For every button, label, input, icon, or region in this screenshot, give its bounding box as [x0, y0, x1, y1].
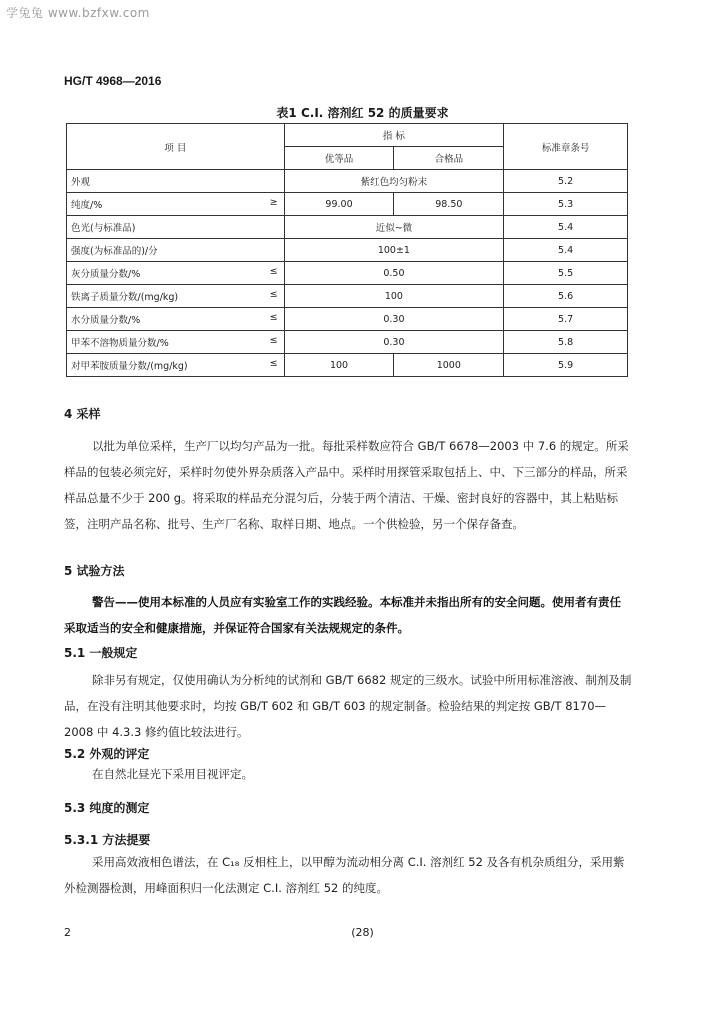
section-4-paragraph: 以批为单位采样，生产厂以均匀产品为一批。每批采样数应符合 GB/T 6678—2003 中 7.6 的规定。所采样品的包装必须完好，采样时勿使外界杂质落入产品中。采样时用探管采取包括上、中、下三部分的样品，所采样品总量不少于 200 g。将采取的样品充分混匀后，分装于两个清洁、干燥、密封良好的容器中，其上粘贴标签，注明产品名称、批号、生产厂名称、取样日期、地点。一个供检验，另一个保存备查。 [64, 439, 629, 531]
row-value: 0.30 [284, 331, 504, 354]
section-5-3-1-paragraph: 采用高效液相色谱法，在 C₁₈ 反相柱上，以甲醇为流动相分离 C.I. 溶剂红 52 及各有机杂质组分，采用紫外检测器检测，用峰面积归一化法测定 C.I. 溶剂红 52 的纯度。 [64, 855, 625, 895]
row-name: 水分质量分数/% [71, 315, 141, 326]
watermark: 学兔兔 www.bzfxw.com [6, 6, 150, 20]
table-row [67, 285, 628, 308]
table-row [67, 308, 628, 331]
row-clause: 5.2 [504, 170, 628, 193]
row-name: 甲苯不溶物质量分数/% [71, 338, 169, 349]
header-grade1: 优等品 [284, 147, 394, 170]
row-value: 100±1 [284, 239, 504, 262]
header-item: 项 目 [67, 124, 285, 170]
section-5-3-1-heading: 5.3.1 方法提要 [64, 833, 151, 847]
row-name: 纯度/% [71, 200, 103, 211]
row-name: 外观 [71, 177, 91, 188]
row-value: 紫红色均匀粉末 [284, 170, 504, 193]
quality-table [66, 123, 628, 377]
section-5-2-paragraph: 在自然北昼光下采用目视评定。 [92, 767, 253, 781]
section-5-heading: 5 试验方法 [64, 564, 125, 578]
row-symbol: ≤ [269, 289, 278, 300]
row-clause: 5.9 [504, 354, 628, 377]
table-row [67, 262, 628, 285]
table-row [67, 216, 628, 239]
row-value-grade1: 100 [284, 354, 394, 377]
row-value-grade2: 1000 [394, 354, 504, 377]
section-5-1-heading: 5.1 一般规定 [64, 646, 138, 660]
row-name: 色光(与标准品) [71, 223, 136, 234]
header-index: 指 标 [284, 124, 504, 147]
row-value: 0.30 [284, 308, 504, 331]
row-clause: 5.3 [504, 193, 628, 216]
sequence-number: (28) [351, 926, 374, 939]
row-value: 0.50 [284, 262, 504, 285]
table-row [67, 354, 628, 377]
row-clause: 5.5 [504, 262, 628, 285]
row-symbol: ≤ [269, 335, 278, 346]
row-clause: 5.8 [504, 331, 628, 354]
section-4-heading: 4 采样 [64, 407, 101, 421]
row-name: 对甲苯胺质量分数/(mg/kg) [71, 361, 188, 372]
row-clause: 5.7 [504, 308, 628, 331]
row-symbol: ≤ [269, 312, 278, 323]
row-name: 铁离子质量分数/(mg/kg) [71, 292, 179, 303]
table-title: 表1 C.I. 溶剂红 52 的质量要求 [276, 106, 449, 120]
table-row [67, 239, 628, 262]
header-clause: 标准章条号 [504, 124, 628, 170]
table-row [67, 193, 628, 216]
page-number: 2 [64, 926, 71, 939]
row-symbol: ≤ [269, 358, 278, 369]
section-5-1-paragraph: 除非另有规定，仅使用确认为分析纯的试剂和 GB/T 6682 规定的三级水。试验中所用标准溶液、制剂及制品，在没有注明其他要求时，均按 GB/T 602 和 GB/T 603 的规定制备。检验结果的判定按 GB/T 8170—2008 中 4.3.3 修约值比较法进行。 [64, 673, 632, 739]
safety-warning: 警告——使用本标准的人员应有实验室工作的实践经验。本标准并未指出所有的安全问题。使用者有责任采取适当的安全和健康措施，并保证符合国家有关法规规定的条件。 [64, 595, 621, 635]
row-value: 近似~微 [284, 216, 504, 239]
row-value-grade2: 98.50 [394, 193, 504, 216]
section-5-3-heading: 5.3 纯度的测定 [64, 801, 150, 815]
row-clause: 5.6 [504, 285, 628, 308]
row-name: 强度(为标准品的)/分 [71, 246, 158, 257]
row-symbol: ≥ [269, 197, 278, 208]
standard-code: HG/T 4968—2016 [64, 74, 162, 88]
row-name: 灰分质量分数/% [71, 269, 141, 280]
row-clause: 5.4 [504, 239, 628, 262]
section-5-2-heading: 5.2 外观的评定 [64, 747, 150, 761]
row-value-grade1: 99.00 [284, 193, 394, 216]
row-clause: 5.4 [504, 216, 628, 239]
table-row [67, 331, 628, 354]
header-grade2: 合格品 [394, 147, 504, 170]
table-row [67, 170, 628, 193]
row-value: 100 [284, 285, 504, 308]
row-symbol: ≤ [269, 266, 278, 277]
